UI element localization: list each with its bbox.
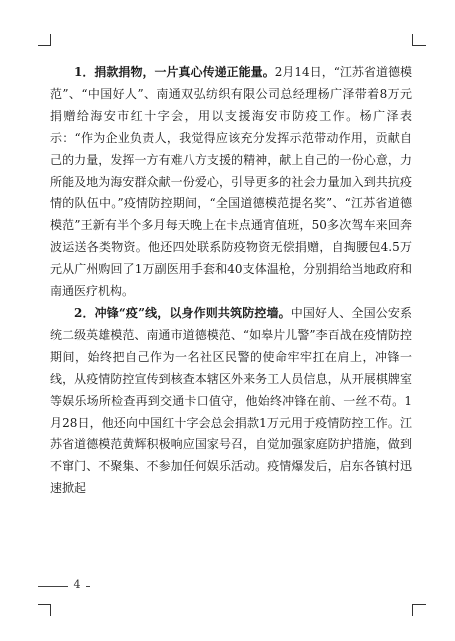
page-number: 4: [73, 578, 81, 591]
footer-rule-left: [38, 586, 68, 587]
paragraph-1-lead: 1．捐款捐物，一片真心传递正能量。: [74, 65, 275, 79]
paragraph-2-lead: 2．冲锋“疫”线，以身作则共筑防控墙。: [74, 305, 291, 320]
paragraph-1-body: 2月14日，“江苏省道德模范”、“中国好人”、南通双弘纺织有限公司总经理杨广泽带着8万元捐赠给海安市红十字会，用以支援海安市防疫工作。杨广泽表示：“作为企业负责人，我觉得应该充分发挥示范带动作用，贡献自己的力量，发挥一方有难八方支援的精神，献上自己的一份心意，力所能及地为海安群众献一份爱心，引导更多的社会力量加入到共抗疫情的队伍中。”疫情防控期间，“全国道德模范提名奖”、“江苏省道德模范”王新有半个多月每天晚上在卡点通宵值班，50多次驾车来回奔波运送各类物资。他还四处联系防疫物资无偿捐赠，自掏腰包4.5万元从广州购回了1万副医用手套和40支体温枪，分别捐给当地政府和南通医疗机构。: [50, 65, 412, 299]
paragraph-2-body: 中国好人、全国公安系统二级英雄模范、南通市道德模范、“如皋片儿警”李百战在疫情防控期间，始终把自己作为一名社区民警的使命牢牢扛在肩上，冲锋一线，从疫情防控宣传到核查本辖区外来务工人员信息，从开展棋牌室等娱乐场所检查再到交通卡口值守，他始终冲锋在前、一丝不苟。1月28日，他还向中国红十字会总会捐款1万元用于疫情防控工作。江苏省道德模范黄辉积极响应国家号召，自觉加强家庭防护措施，做到不窜门、不聚集、不参加任何娱乐活动。疫情爆发后，启东各镇村迅速掀起: [50, 305, 412, 496]
footer-rule-right: [86, 586, 90, 587]
paragraph-2: [50, 303, 412, 500]
paragraph-1: [50, 62, 412, 303]
body-text: [50, 62, 412, 500]
